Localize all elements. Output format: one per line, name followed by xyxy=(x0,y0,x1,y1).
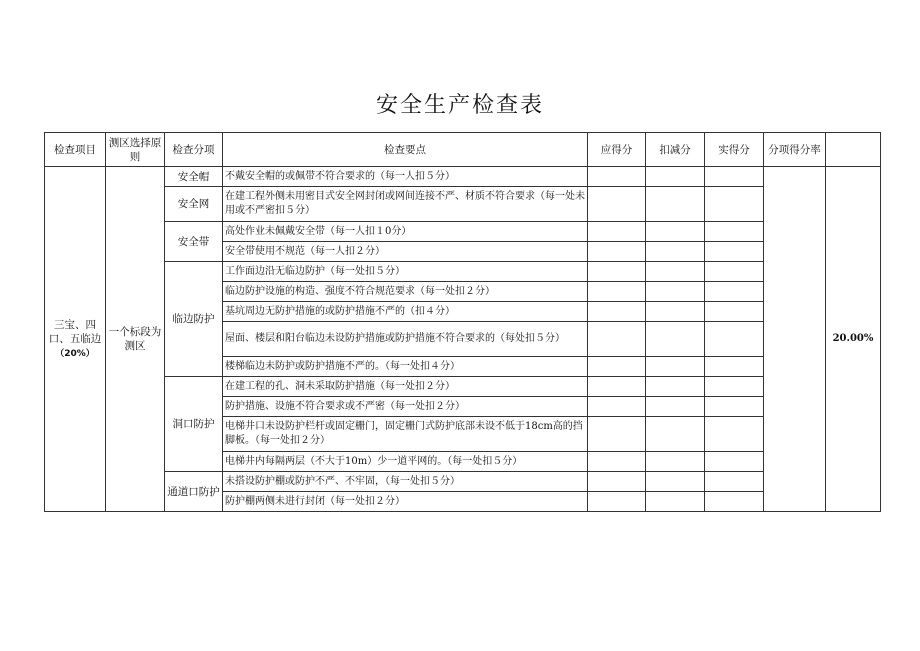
deduct-score-cell xyxy=(646,417,705,452)
table-row xyxy=(45,222,881,242)
should-score-cell xyxy=(588,357,646,377)
principle-cell: 一个标段为测区 xyxy=(106,167,165,512)
header-deduct: 扣减分 xyxy=(646,133,705,167)
deduct-score-cell xyxy=(646,242,705,262)
should-score-cell xyxy=(588,492,646,512)
page-title: 安全生产检查表 xyxy=(375,93,544,118)
table-row xyxy=(45,262,881,282)
deduct-score-cell xyxy=(646,397,705,417)
deduct-score-cell xyxy=(646,357,705,377)
requirement-cell: 工作面边沿无临边防护（每一处扣５分） xyxy=(223,262,588,282)
requirement-cell: 楼梯临边未防护或防护措施不严的。（每一处扣４分） xyxy=(223,357,588,377)
table-row xyxy=(45,187,881,222)
deduct-score-cell xyxy=(646,187,705,222)
actual-score-cell xyxy=(705,187,764,222)
should-score-cell xyxy=(588,452,646,472)
header-principle: 测区选择原则 xyxy=(106,133,165,167)
should-score-cell xyxy=(588,187,646,222)
requirement-cell: 防护措施、设施不符合要求或不严密（每一处扣２分） xyxy=(223,397,588,417)
sub-edge: 临边防护 xyxy=(165,262,223,377)
deduct-score-cell xyxy=(646,282,705,302)
requirement-cell: 防护棚两侧未进行封闭（每一处扣２分） xyxy=(223,492,588,512)
should-score-cell xyxy=(588,472,646,492)
actual-score-cell xyxy=(705,417,764,452)
actual-score-cell xyxy=(705,397,764,417)
actual-score-cell xyxy=(705,377,764,397)
sub-hole: 洞口防护 xyxy=(165,377,223,472)
requirement-cell: 临边防护设施的构造、强度不符合规范要求（每一处扣２分） xyxy=(223,282,588,302)
actual-score-cell xyxy=(705,282,764,302)
should-score-cell xyxy=(588,322,646,357)
header-points: 检查要点 xyxy=(223,133,588,167)
actual-score-cell xyxy=(705,357,764,377)
requirement-cell: 电梯井内每隔两层（不大于10m）少一道平网的。（每一处扣５分） xyxy=(223,452,588,472)
header-row xyxy=(45,133,881,167)
deduct-score-cell xyxy=(646,452,705,472)
deduct-score-cell xyxy=(646,377,705,397)
requirement-cell: 未搭设防护棚或防护不严、不牢固，（每一处扣５分） xyxy=(223,472,588,492)
table-row xyxy=(45,377,881,397)
requirement-cell: 高处作业未佩戴安全带（每一人扣１0分） xyxy=(223,222,588,242)
actual-score-cell xyxy=(705,242,764,262)
should-score-cell xyxy=(588,417,646,452)
should-score-cell xyxy=(588,302,646,322)
requirement-cell: 在建工程的孔、洞未采取防护措施（每一处扣２分） xyxy=(223,377,588,397)
deduct-score-cell xyxy=(646,262,705,282)
actual-score-cell xyxy=(705,262,764,282)
actual-score-cell xyxy=(705,322,764,357)
requirement-cell: 基坑周边无防护措施的或防护措施不严的（扣４分） xyxy=(223,302,588,322)
deduct-score-cell xyxy=(646,492,705,512)
requirement-cell: 屋面、楼层和阳台临边未设防护措施或防护措施不符合要求的（每处扣５分） xyxy=(223,322,588,357)
deduct-score-cell xyxy=(646,222,705,242)
header-item: 检查项目 xyxy=(45,133,106,167)
header-rate: 分项得分率 xyxy=(764,133,826,167)
sub-helmet: 安全帽 xyxy=(165,167,223,187)
should-score-cell xyxy=(588,262,646,282)
deduct-score-cell xyxy=(646,302,705,322)
inspection-table xyxy=(44,132,881,512)
check-item-pct: （20%） xyxy=(55,348,95,359)
actual-score-cell xyxy=(705,167,764,187)
rate-cell xyxy=(764,167,826,512)
actual-score-cell xyxy=(705,222,764,242)
header-actual: 实得分 xyxy=(705,133,764,167)
should-score-cell xyxy=(588,222,646,242)
check-item-label: 三宝、四口、五临边 xyxy=(48,318,102,345)
should-score-cell xyxy=(588,242,646,262)
rate-value-cell: 20.00% xyxy=(826,167,881,512)
should-score-cell xyxy=(588,397,646,417)
check-item-cell xyxy=(45,167,106,512)
requirement-cell: 电梯井口未设防护栏杆或固定栅门，固定栅门式防护底部未设不低于18cm高的挡脚板。（每一处扣２分） xyxy=(223,417,588,452)
actual-score-cell xyxy=(705,472,764,492)
actual-score-cell xyxy=(705,302,764,322)
requirement-cell: 在建工程外侧未用密目式安全网封闭或网间连接不严、材质不符合要求（每一处未用或不严密扣５分） xyxy=(223,187,588,222)
deduct-score-cell xyxy=(646,322,705,357)
actual-score-cell xyxy=(705,452,764,472)
sub-belt: 安全带 xyxy=(165,222,223,262)
actual-score-cell xyxy=(705,492,764,512)
table-row xyxy=(45,472,881,492)
sub-passage: 通道口防护 xyxy=(165,472,223,512)
header-should: 应得分 xyxy=(588,133,646,167)
should-score-cell xyxy=(588,282,646,302)
header-sub: 检查分项 xyxy=(165,133,223,167)
deduct-score-cell xyxy=(646,167,705,187)
header-empty xyxy=(826,133,881,167)
should-score-cell xyxy=(588,167,646,187)
sub-net: 安全网 xyxy=(165,187,223,222)
requirement-cell: 安全带使用不规范（每一人扣２分） xyxy=(223,242,588,262)
should-score-cell xyxy=(588,377,646,397)
deduct-score-cell xyxy=(646,472,705,492)
table-row xyxy=(45,167,881,187)
requirement-cell: 不戴安全帽的或佩带不符合要求的（每一人扣５分） xyxy=(223,167,588,187)
